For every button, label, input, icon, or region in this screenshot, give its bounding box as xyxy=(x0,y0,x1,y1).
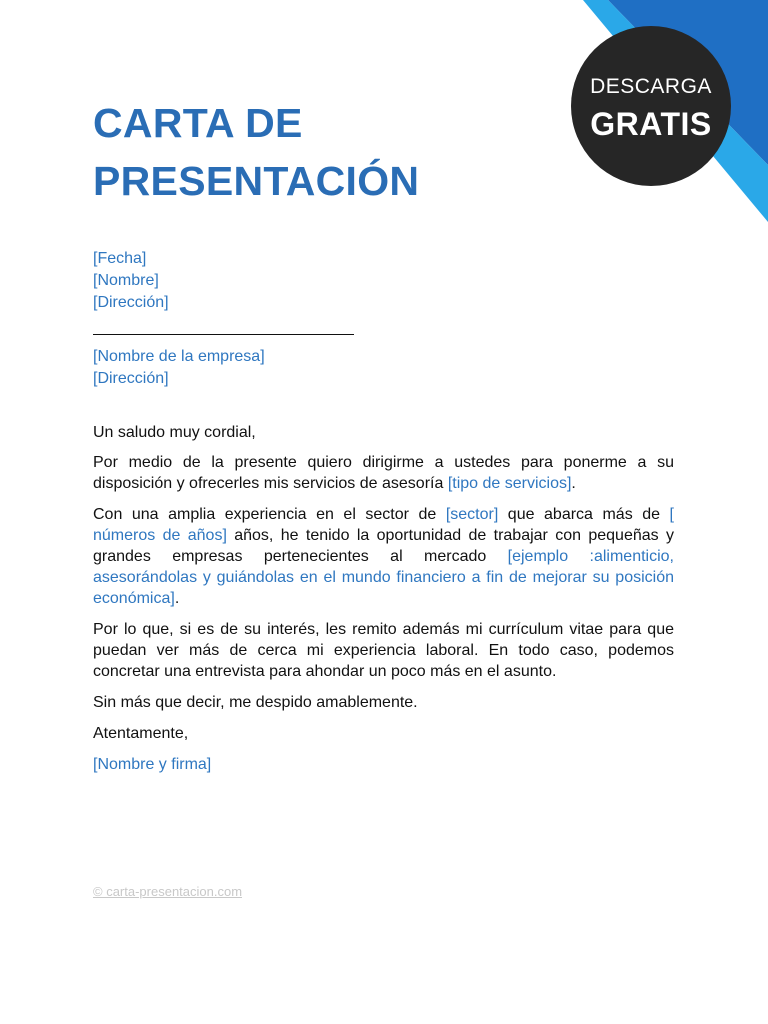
years-placeholder: [ números de años] xyxy=(93,506,674,544)
experience-text-end: . xyxy=(174,590,180,607)
footer-link[interactable]: © carta-presentacion.com xyxy=(93,884,243,899)
letter-body xyxy=(93,422,674,785)
badge-line-2: GRATIS xyxy=(590,106,712,142)
experience-text-a: Con una amplia experiencia en el sector de xyxy=(93,506,446,523)
paragraph-services-end: . xyxy=(571,475,576,492)
sender-address-placeholder: [Dirección] xyxy=(93,294,169,311)
experience-text-b: que abarca más de xyxy=(498,506,670,523)
paragraph-cv: Por lo que, si es de su interés, les remito además mi currículum vitae para que puedan ver más de cerca mi experiencia laboral. En todo caso, podemos concretar una entrevista para ahondar un poco más en el asunto. xyxy=(93,621,674,680)
greeting: Un saludo muy cordial, xyxy=(93,424,256,441)
date-placeholder: [Fecha] xyxy=(93,250,147,267)
signature-placeholder: [Nombre y firma] xyxy=(93,756,212,773)
separator-line xyxy=(93,334,354,335)
name-placeholder: [Nombre] xyxy=(93,272,159,289)
closing: Atentamente, xyxy=(93,725,189,742)
badge-line-1: DESCARGA xyxy=(590,75,712,98)
experience-text-c: años, he tenido la oportunidad de trabajar con pequeñas y grandes empresas pertenecientes al mercado xyxy=(93,527,674,565)
recipient-address-placeholder: [Dirección] xyxy=(93,370,169,387)
market-example-placeholder: [ejemplo :alimenticio, asesorándolas y guiándolas en el mundo financiero a fin de mejorar su posición económica] xyxy=(93,548,674,607)
free-download-badge[interactable] xyxy=(571,26,731,186)
sender-block xyxy=(93,248,169,314)
paragraph-services-text: Por medio de la presente quiero dirigirme a ustedes para ponerme a su disposición y ofrecerles mis servicios de asesoría xyxy=(93,454,674,492)
paragraph-farewell: Sin más que decir, me despido amablemente. xyxy=(93,694,418,711)
company-name-placeholder: [Nombre de la empresa] xyxy=(93,348,265,365)
recipient-block xyxy=(93,346,265,390)
paragraph-experience xyxy=(93,504,674,609)
page-title xyxy=(93,94,419,210)
services-type-placeholder: [tipo de servicios] xyxy=(447,475,572,492)
title-line-2: PRESENTACIÓN xyxy=(93,158,420,204)
title-line-1: CARTA DE xyxy=(93,100,303,146)
paragraph-services xyxy=(93,452,674,494)
sector-placeholder: [sector] xyxy=(445,506,499,523)
